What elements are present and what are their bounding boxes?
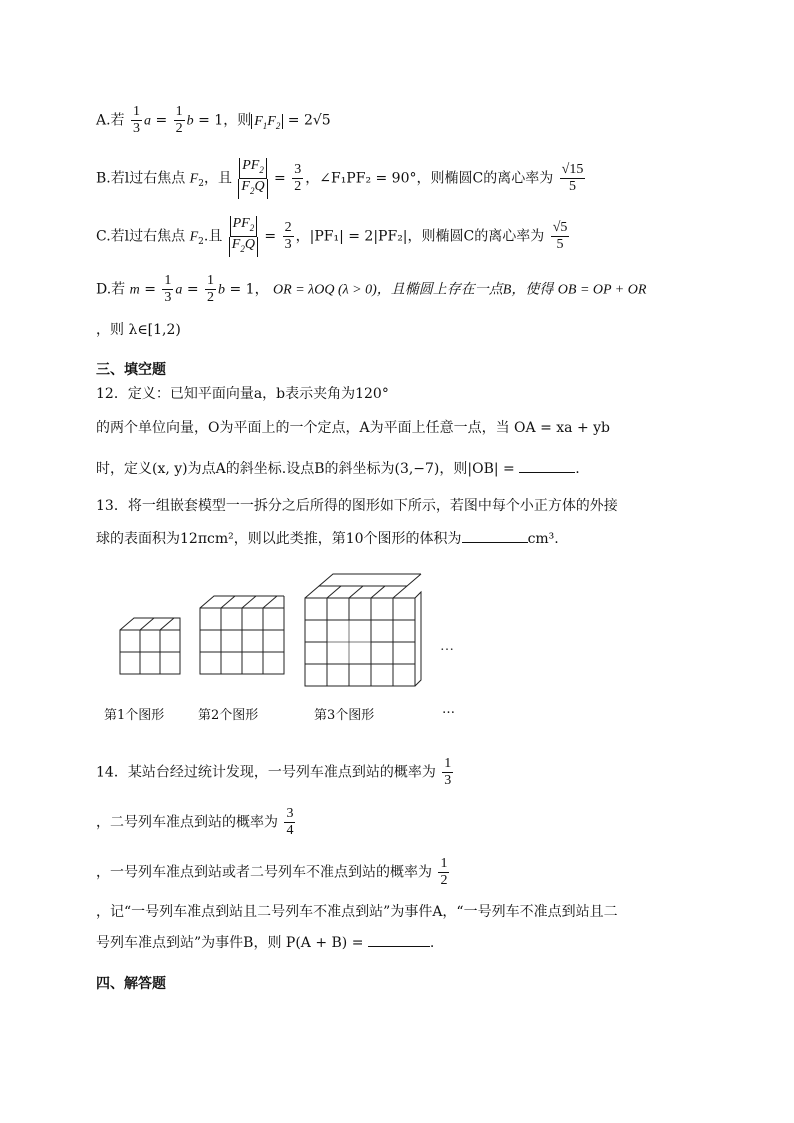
figure-1-cubes <box>120 618 180 674</box>
option-a: A.若 $\frac{1}{3}$ a = $\frac{1}{2}$ b = 1，则 $F_1F_2 = 2√5$ <box>96 104 331 136</box>
q14-line1: 14．某站台经过统计发现，一号列车准点到站的概率为 $\frac{1}{3}$ <box>96 756 452 788</box>
option-d: D.若 m = $\frac{1}{3}$ a = $\frac{1}{2}$ b = 1， OR = λOQ (λ > 0)，且椭圆上存在一点B，使得 OB = OP + OR <box>96 273 647 305</box>
q14-line2: ，二号列车准点到站的概率为 $\frac{3}{4}$ <box>96 806 294 838</box>
figure-2-cubes <box>200 596 284 674</box>
q14-line5: 号列车准点到站”为事件B，则 P(A + B) = . <box>96 932 434 953</box>
figure-2-label: 第2个图形 <box>198 708 259 723</box>
section-4-title: 四、解答题 <box>96 976 166 992</box>
section-3-title: 三、填空题 <box>96 362 166 378</box>
q14-line4: ，记“一号列车准点到站且二号列车不准点到站”为事件A，“一号列车不准点到站且二 <box>96 904 618 920</box>
q12-line2: 的两个单位向量，O为平面上的一个定点，A为平面上任意一点，当 OA = xa + yb <box>96 420 610 436</box>
nested-cube-figures <box>100 570 480 700</box>
figure-3-cubes <box>305 574 421 686</box>
q14-answer-blank <box>368 932 430 947</box>
option-a-prefix: A.若 <box>96 112 125 129</box>
q12-line3: 时，定义(x, y)为点A的斜坐标.设点B的斜坐标为(3,−7)，则|OB| = . <box>96 458 580 479</box>
option-c: C.若l过右焦点 $F_2$.且 $\frac{PF_2}{F_2Q}$ = $\frac{2}{3}$ ，|PF₁| = 2|PF₂|，则椭圆C的离心率为 $\frac{√5}{5}$ <box>96 216 571 257</box>
figure-1-label: 第1个图形 <box>104 708 165 723</box>
q12-line1: 12．定义：已知平面向量a，b表示夹角为120° <box>96 386 389 402</box>
q13-line2: 球的表面积为12πcm²，则以此类推，第10个图形的体积为 cm³. <box>96 528 559 549</box>
figure-3-label: 第3个图形 <box>314 708 375 723</box>
q12-answer-blank <box>519 458 575 473</box>
option-a-mid: ，则 <box>223 112 252 129</box>
q14-line3: ，一号列车准点到站或者二号列车不准点到站的概率为 $\frac{1}{2}$ <box>96 856 448 888</box>
figure-ellipsis: … <box>442 702 455 717</box>
option-d-line2: ，则 λ∈[1,2) <box>96 322 181 338</box>
q13-answer-blank <box>462 528 528 543</box>
option-b: B.若l过右焦点 $F_2$，且 $\frac{PF_2}{F_2Q}$ = $\frac{3}{2}$ ，∠F₁PF₂ = 90°，则椭圆C的离心率为 $\frac{√15}{5}$ <box>96 158 587 199</box>
option-a-result: = 2√5 <box>287 112 331 129</box>
q13-line1: 13．将一组嵌套模型一一拆分之后所得的图形如下所示，若图中每个小正方体的外接 <box>96 498 618 514</box>
figure-ellipsis-top: … <box>440 639 454 654</box>
